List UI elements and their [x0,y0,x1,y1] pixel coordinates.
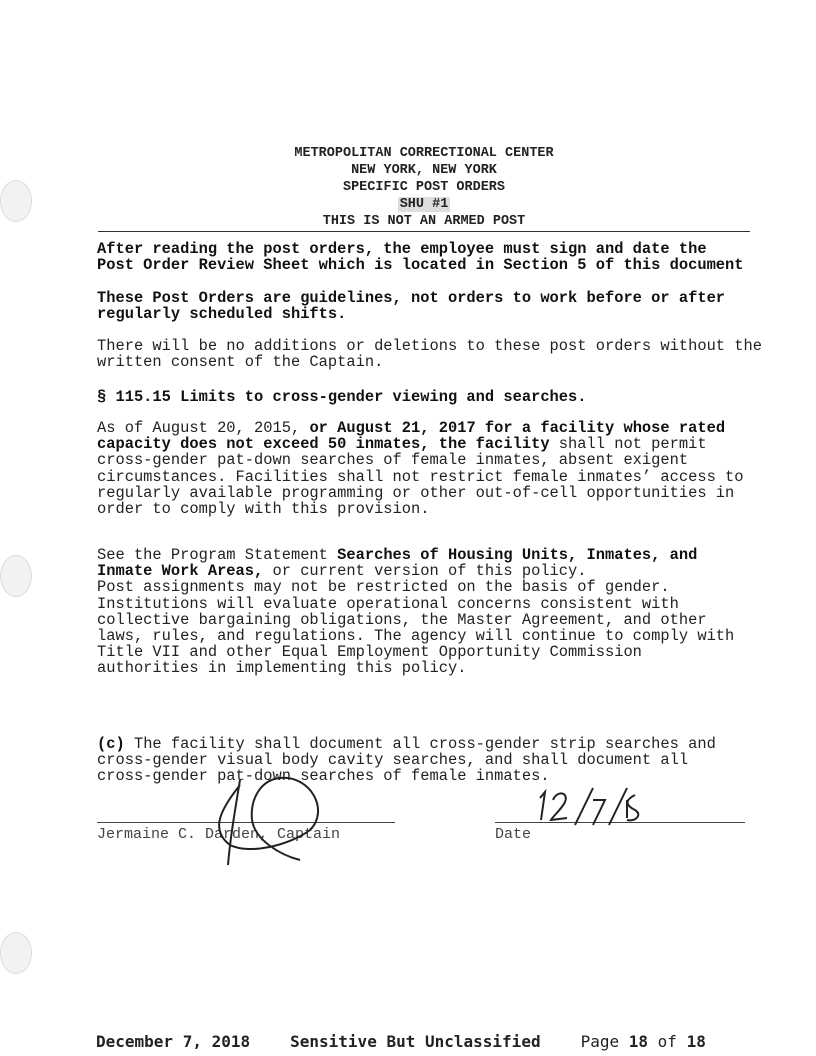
bold-text: After reading the post orders, the employee must sign and date the Post Order Review Sheet which is located in Section 5 of this document [97,240,744,275]
punch-hole [0,180,32,222]
handwritten-date [535,780,645,830]
footer-date: December 7, 2018 [96,1032,251,1051]
header-line: SPECIFIC POST ORDERS [342,180,506,195]
text: The facility shall document all cross-gender strip searches and cross-gender visual body cavity searches, and shall document all cross-gender pat-down searches of female inmates. [97,735,716,786]
bold-text: or August 21, 2017 for a facility whose rated capacity does not exceed 50 inmates, the facility [97,419,726,454]
text: There will be no additions or deletions to these post orders without the written consent of the Captain. [97,337,762,372]
page-total: 18 [686,1032,706,1051]
header-line: METROPOLITAN CORRECTIONAL CENTER [294,146,554,161]
paragraph [97,547,734,677]
text: See the Program Statement [97,546,338,564]
paragraph [97,420,744,517]
post-name: SHU #1 [399,197,449,212]
paragraph [97,338,762,370]
paragraph [97,389,587,405]
punch-hole [0,555,32,597]
page-footer [96,1032,706,1051]
bold-text: Searches of Housing Units, Inmates, and Inmate Work Areas, [97,546,698,581]
page-word: Page [580,1032,620,1051]
page-number: 18 [628,1032,649,1051]
armed-notice: THIS IS NOT AN ARMED POST [322,214,526,229]
handwritten-signature [190,770,330,870]
footer-classification: Sensitive But Unclassified [290,1032,541,1051]
date-label: Date [495,826,532,843]
paragraph [97,290,725,322]
signer-name: Jermaine C. Darden, Captain [97,826,341,843]
header-rule [98,231,750,232]
punch-hole [0,932,32,974]
text: or current version of this policy. Post assignments may not be restricted on the basis of gender. Institutions will evaluate operational concerns consistent with collective bargaining obligations, the Master Agreement, and other laws, rules, and regulations. The agency will continue to comply with Title VII and other Equal Employment Opportunity Commission authorities in implementing this policy. [97,562,735,678]
bold-text: (c) [97,735,125,753]
bold-text: These Post Orders are guidelines, not orders to work before or after regularly scheduled shifts. [97,289,726,324]
paragraph [97,241,744,273]
of-word: of [657,1032,677,1051]
header-line: NEW YORK, NEW YORK [351,163,497,178]
document-header [98,145,750,230]
text: shall not permit cross-gender pat-down searches of female inmates, absent exigent circumstances. Facilities shall not restrict female inmates’ access to regularly available programming or other out-of-cell opportunities in order to comply with this provision. [97,435,744,519]
bold-text: § 115.15 Limits to cross-gender viewing and searches. [97,388,587,406]
text: As of August 20, 2015, [97,419,310,437]
